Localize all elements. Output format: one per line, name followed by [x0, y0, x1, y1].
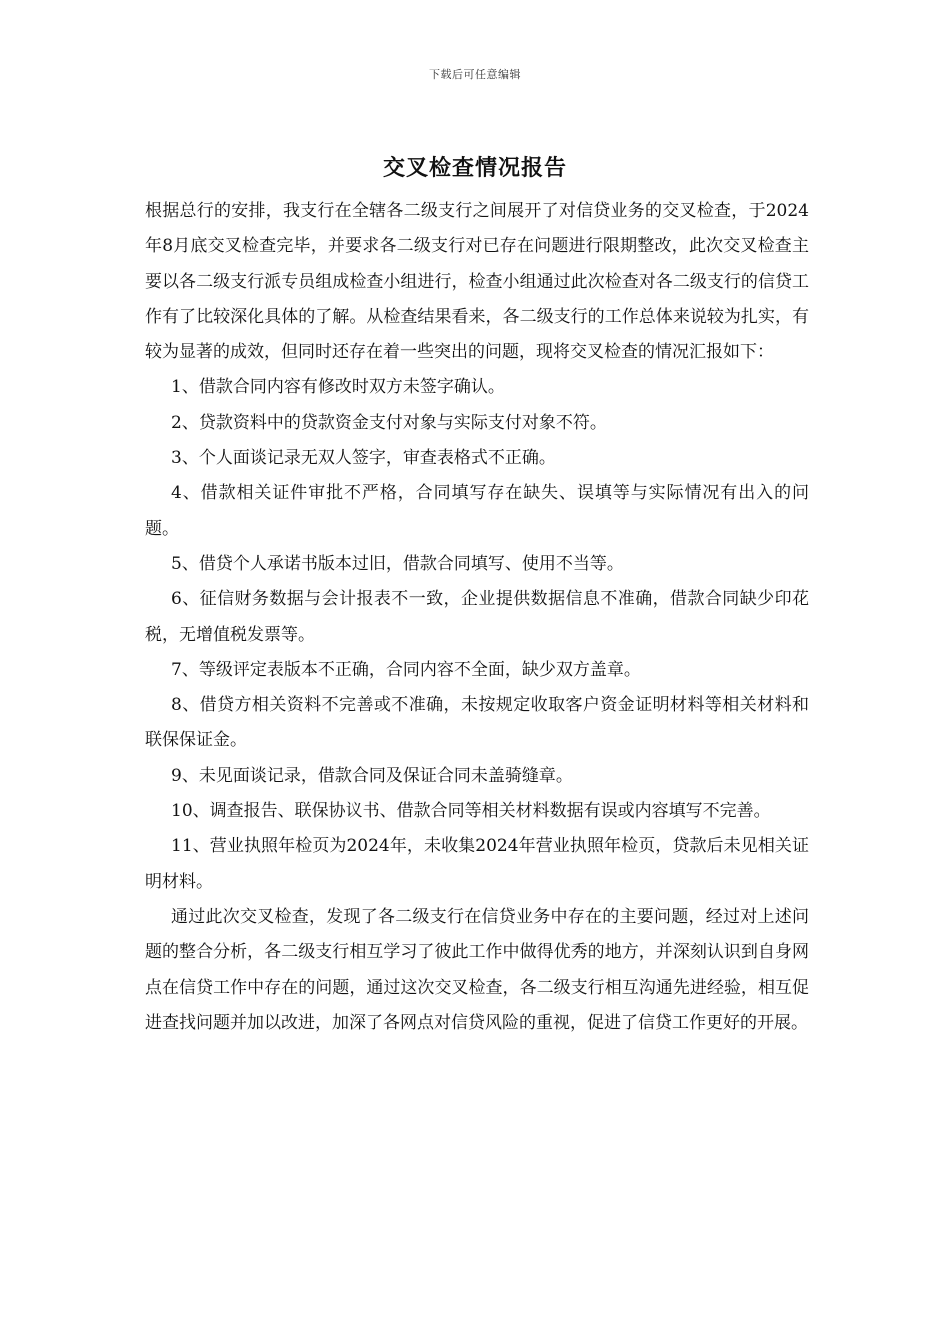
- issue-item-10: 10、调查报告、联保协议书、借款合同等相关材料数据有误或内容填写不完善。: [171, 801, 771, 822]
- issue-item-7: 7、等级评定表版本不正确，合同内容不全面，缺少双方盖章。: [171, 659, 641, 680]
- issue-item-6: 6、征信财务数据与会计报表不一致，企业提供数据信息不准确，借款合同缺少印花税，无增值税发票等。: [145, 589, 809, 645]
- issue-item-11: 11、营业执照年检页为2024年，未收集2024年营业执照年检页，贷款后未见相关证明材料。: [145, 836, 809, 892]
- issue-item-1: 1、借款合同内容有修改时双方未签字确认。: [171, 377, 505, 398]
- issue-item-2: 2、贷款资料中的贷款资金支付对象与实际支付对象不符。: [171, 412, 607, 433]
- header-note: 下载后可任意编辑: [429, 68, 521, 81]
- issue-item-5: 5、借贷个人承诺书版本过旧，借款合同填写、使用不当等。: [171, 553, 624, 574]
- issue-item-9: 9、未见面谈记录，借款合同及保证合同未盖骑缝章。: [171, 765, 573, 786]
- document-body: [145, 194, 809, 1041]
- intro-paragraph: 根据总行的安排，我支行在全辖各二级支行之间展开了对信贷业务的交叉检查，于2024年8月底交叉检查完毕，并要求各二级支行对已存在问题进行限期整改，此次交叉检查主要以各二级支行派专员组成检查小组进行，检查小组通过此次检查对各二级支行的信贷工作有了比较深化具体的了解。从检查结果看来，各二级支行的工作总体来说较为扎实，有较为显著的成效，但同时还存在着一些突出的问题，现将交叉检查的情况汇报如下：: [145, 201, 809, 363]
- conclusion-paragraph: 通过此次交叉检查，发现了各二级支行在信贷业务中存在的主要问题，经过对上述问题的整合分析，各二级支行相互学习了彼此工作中做得优秀的地方，并深刻认识到自身网点在信贷工作中存在的问题，通过这次交叉检查，各二级支行相互沟通先进经验，相互促进查找问题并加以改进，加深了各网点对信贷风险的重视，促进了信贷工作更好的开展。: [145, 906, 809, 1033]
- issue-item-4: 4、借款相关证件审批不严格，合同填写存在缺失、误填等与实际情况有出入的问题。: [145, 483, 809, 539]
- document-title: 交叉检查情况报告: [382, 155, 567, 181]
- issue-item-8: 8、借贷方相关资料不完善或不准确，未按规定收取客户资金证明材料等相关材料和联保保证金。: [145, 695, 809, 751]
- issue-item-3: 3、个人面谈记录无双人签字，审查表格式不正确。: [171, 448, 556, 469]
